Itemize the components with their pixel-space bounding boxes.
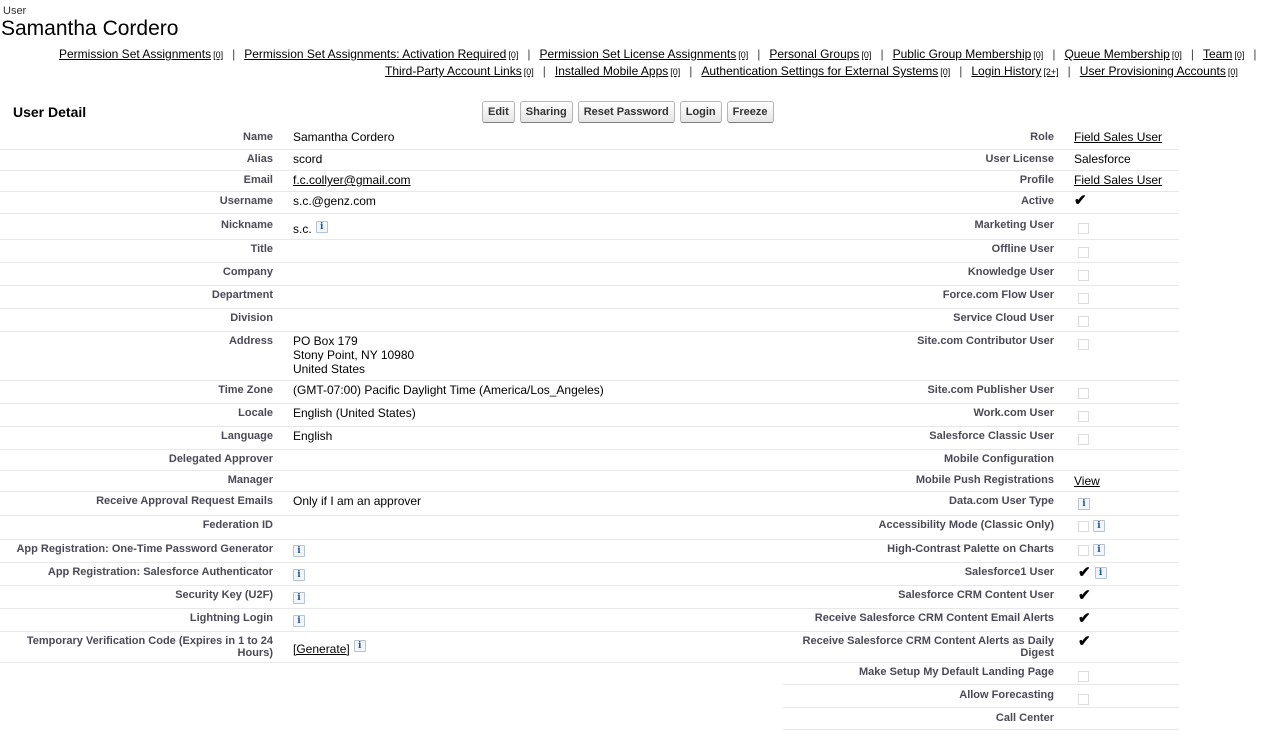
- info-icon[interactable]: i: [1095, 567, 1107, 579]
- detail-row: [0, 540, 1179, 563]
- marketing-user-label: Marketing User: [974, 219, 1054, 231]
- name-value: Samantha Cordero: [293, 130, 395, 144]
- crm-email-alerts-label: Receive Salesforce CRM Content Email Alerts: [814, 612, 1054, 624]
- high-contrast-checkbox: [1078, 545, 1089, 556]
- approval-emails-label: Receive Approval Request Emails: [96, 495, 273, 507]
- default-landing-label: Make Setup My Default Landing Page: [859, 666, 1054, 678]
- check-icon: ✔: [1078, 587, 1091, 604]
- approval-emails-value: Only if I am an approver: [293, 494, 422, 508]
- time-zone-value: (GMT-07:00) Pacific Daylight Time (America/Los_Angeles): [293, 383, 604, 397]
- section-title: User Detail: [13, 104, 87, 120]
- mobile-push-view-link[interactable]: View: [1074, 474, 1100, 488]
- high-contrast-label: High-Contrast Palette on Charts: [887, 543, 1054, 555]
- detail-row: [0, 663, 1179, 685]
- knowledge-user-label: Knowledge User: [967, 266, 1054, 278]
- info-icon[interactable]: i: [1078, 498, 1090, 510]
- flow-user-label: Force.com Flow User: [942, 289, 1054, 301]
- site-publisher-label: Site.com Publisher User: [927, 384, 1054, 396]
- link-permission-set-assignments[interactable]: Permission Set Assignments [0]: [59, 47, 224, 61]
- button-bar: [482, 101, 774, 123]
- site-contributor-label: Site.com Contributor User: [917, 335, 1054, 347]
- link-personal-groups[interactable]: Personal Groups [0]: [769, 47, 872, 61]
- info-icon[interactable]: i: [1093, 520, 1105, 532]
- login-button[interactable]: Login: [680, 101, 722, 123]
- generate-link[interactable]: [Generate]: [293, 642, 350, 656]
- offline-user-label: Offline User: [991, 243, 1054, 255]
- lightning-login-label: Lightning Login: [189, 612, 273, 624]
- object-type-label: User: [3, 5, 27, 17]
- freeze-button[interactable]: Freeze: [727, 101, 774, 123]
- link-login-history[interactable]: Login History [2+]: [971, 64, 1059, 78]
- sharing-button[interactable]: Sharing: [520, 101, 573, 123]
- service-cloud-user-checkbox: [1078, 316, 1089, 327]
- info-icon[interactable]: i: [293, 569, 305, 581]
- link-installed-mobile-apps[interactable]: Installed Mobile Apps [0]: [554, 64, 681, 78]
- username-value: s.c.@genz.com: [293, 194, 376, 208]
- address-label: Address: [228, 335, 273, 347]
- work-user-checkbox: [1078, 411, 1089, 422]
- crm-daily-digest-label: Receive Salesforce CRM Content Alerts as Daily Digest: [802, 635, 1054, 659]
- accessibility-mode-checkbox: [1078, 521, 1089, 532]
- locale-label: Locale: [238, 407, 273, 419]
- email-label: Email: [243, 174, 273, 186]
- company-label: Company: [222, 266, 273, 278]
- check-icon: ✔: [1074, 192, 1087, 209]
- call-center-label: Call Center: [995, 712, 1054, 724]
- knowledge-user-checkbox: [1078, 270, 1089, 281]
- detail-row: [0, 128, 1179, 150]
- mobile-push-label: Mobile Push Registrations: [915, 474, 1054, 486]
- detail-row: [0, 309, 1179, 332]
- detail-row: [0, 332, 1179, 381]
- detail-row: [0, 471, 1179, 492]
- profile-label: Profile: [1019, 174, 1054, 186]
- detail-row: [0, 286, 1179, 309]
- accessibility-mode-label: Accessibility Mode (Classic Only): [878, 519, 1054, 531]
- edit-button[interactable]: Edit: [482, 101, 515, 123]
- check-icon: ✔: [1078, 564, 1091, 581]
- info-icon[interactable]: i: [293, 592, 305, 604]
- allow-forecasting-checkbox: [1078, 694, 1089, 705]
- site-publisher-checkbox: [1078, 388, 1089, 399]
- site-contributor-checkbox: [1078, 339, 1089, 350]
- division-label: Division: [230, 312, 273, 324]
- name-label: Name: [243, 131, 273, 143]
- department-label: Department: [211, 289, 273, 301]
- link-auth-settings-external[interactable]: Authentication Settings for External Systems [0]: [701, 64, 951, 78]
- default-landing-checkbox: [1078, 671, 1089, 682]
- related-links-row-1: Permission Set Assignments [0] | Permission Set Assignments: Activation Required [0] | Permission Set License Assignments [0] | Personal Groups [0] | Public Group Membership [0] | Queue Membership [0] | Team [0] |: [59, 47, 1257, 61]
- profile-link[interactable]: Field Sales User: [1074, 173, 1163, 187]
- detail-row: [0, 609, 1179, 632]
- language-value: English: [293, 429, 333, 443]
- link-permission-set-license[interactable]: Permission Set License Assignments [0]: [539, 47, 749, 61]
- check-icon: ✔: [1078, 633, 1091, 650]
- address-line-1: PO Box 179: [293, 334, 358, 348]
- classic-user-checkbox: [1078, 434, 1089, 445]
- title-label: Title: [250, 243, 273, 255]
- detail-row: [0, 586, 1179, 609]
- detail-row: [0, 171, 1179, 192]
- detail-row: [0, 381, 1179, 404]
- info-icon[interactable]: i: [354, 640, 366, 652]
- flow-user-checkbox: [1078, 293, 1089, 304]
- role-link[interactable]: Field Sales User: [1074, 130, 1163, 144]
- reset-password-button[interactable]: Reset Password: [578, 101, 675, 123]
- security-key-label: Security Key (U2F): [175, 589, 273, 601]
- link-third-party-accounts[interactable]: Third-Party Account Links [0]: [385, 64, 534, 78]
- nickname-value: s.c.: [293, 222, 312, 236]
- salesforce1-user-label: Salesforce1 User: [964, 566, 1054, 578]
- link-queue-membership[interactable]: Queue Membership [0]: [1064, 47, 1182, 61]
- link-permission-set-activation[interactable]: Permission Set Assignments: Activation Required [0]: [244, 47, 519, 61]
- info-icon[interactable]: i: [1093, 544, 1105, 556]
- detail-row: [0, 686, 1179, 708]
- user-license-label: User License: [985, 153, 1054, 165]
- crm-content-user-label: Salesforce CRM Content User: [898, 589, 1054, 601]
- address-line-2: Stony Point, NY 10980: [293, 348, 415, 362]
- address-line-3: United States: [293, 362, 366, 376]
- detail-row: [0, 192, 1179, 214]
- username-label: Username: [219, 195, 273, 207]
- service-cloud-user-label: Service Cloud User: [953, 312, 1054, 324]
- federation-id-label: Federation ID: [202, 519, 273, 531]
- app-otp-label: App Registration: One-Time Password Generator: [16, 543, 273, 555]
- link-team[interactable]: Team [0]: [1202, 47, 1245, 61]
- detail-row: [0, 263, 1179, 286]
- work-user-label: Work.com User: [973, 407, 1054, 419]
- detail-row: [0, 404, 1179, 427]
- language-label: Language: [221, 430, 273, 442]
- address-value: [293, 334, 414, 376]
- related-links-row-2: Third-Party Account Links [0] | Installed Mobile Apps [0] | Authentication Settings for External Systems [0] | Login History [2+] | User Provisioning Accounts [0]: [385, 64, 1238, 78]
- link-user-provisioning-accounts[interactable]: User Provisioning Accounts [0]: [1079, 64, 1238, 78]
- detail-row: [0, 214, 1179, 240]
- delegated-approver-label: Delegated Approver: [168, 453, 273, 465]
- detail-row: [0, 632, 1179, 663]
- mobile-config-label: Mobile Configuration: [944, 453, 1054, 465]
- info-icon[interactable]: i: [293, 615, 305, 627]
- role-label: Role: [1030, 131, 1054, 143]
- detail-row: [0, 563, 1179, 586]
- info-icon[interactable]: i: [293, 545, 305, 557]
- detail-row: [0, 150, 1179, 171]
- detail-row: [0, 492, 1179, 516]
- alias-label: Alias: [246, 153, 273, 165]
- user-license-value: Salesforce: [1074, 152, 1131, 166]
- datacom-type-label: Data.com User Type: [949, 495, 1054, 507]
- check-icon: ✔: [1078, 610, 1091, 627]
- time-zone-label: Time Zone: [218, 384, 273, 396]
- info-icon[interactable]: i: [316, 221, 328, 233]
- detail-row: [0, 240, 1179, 263]
- detail-row: [0, 516, 1179, 540]
- detail-row: [0, 709, 1179, 730]
- alias-value: scord: [293, 152, 323, 166]
- classic-user-label: Salesforce Classic User: [929, 430, 1054, 442]
- page-title: Samantha Cordero: [1, 17, 179, 40]
- allow-forecasting-label: Allow Forecasting: [959, 689, 1054, 701]
- offline-user-checkbox: [1078, 247, 1089, 258]
- active-label: Active: [1020, 195, 1054, 207]
- locale-value: English (United States): [293, 406, 416, 420]
- manager-label: Manager: [227, 474, 273, 486]
- app-auth-label: App Registration: Salesforce Authenticator: [47, 566, 273, 578]
- nickname-label: Nickname: [221, 219, 273, 231]
- marketing-user-checkbox: [1078, 223, 1089, 234]
- temp-code-label: Temporary Verification Code (Expires in 1 to 24 Hours): [26, 635, 273, 659]
- detail-row: [0, 450, 1179, 471]
- detail-row: [0, 427, 1179, 450]
- email-link[interactable]: f.c.collyer@gmail.com: [293, 173, 411, 187]
- link-public-group-membership[interactable]: Public Group Membership [0]: [892, 47, 1044, 61]
